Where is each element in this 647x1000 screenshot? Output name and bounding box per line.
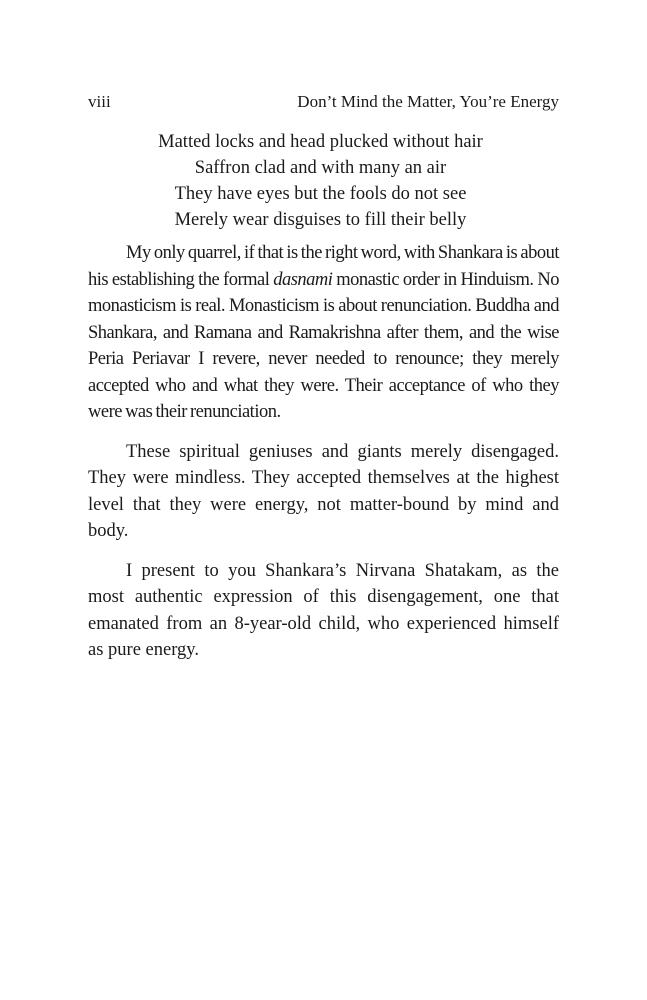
verse-line: Saffron clad and with many an air xyxy=(194,158,447,178)
verse-stanza xyxy=(88,129,559,233)
running-header xyxy=(88,90,559,114)
verse-line: Merely wear disguises to fill their belly xyxy=(174,210,467,230)
emphasized-term: dasnami xyxy=(273,269,333,290)
paragraph-text: monastic order in Hinduism. No monasticism is real. Monasticism is about renunciation. Buddha and Shankara, and Ramana and Ramakrishna after them, and the wise Peria Periavar I revere, never needed to renounce; they merely accepted who and what they were. Their acceptance of who they were was their renunciation. xyxy=(88,269,559,422)
paragraph-text: My only quarrel, if that is the right word, with Shankara is about his establishing the formal xyxy=(88,243,559,290)
body-text xyxy=(88,240,559,677)
running-title: Don’t Mind the Matter, You’re Energy xyxy=(297,92,559,111)
paragraph-disengaged: These spiritual geniuses and giants merely disengaged. They were mindless. They accepted themselves at the highest level that they were energy, not matter-bound by mind and body. xyxy=(88,441,559,541)
book-page xyxy=(88,0,559,1000)
paragraph-monasticism xyxy=(88,240,559,426)
paragraph-nirvana-shatakam: I present to you Shankara’s Nirvana Shatakam, as the most authentic expression of this disengagement, one that emanated from an 8-year-old child, who experienced himself as pure energy. xyxy=(88,560,559,660)
page-number: viii xyxy=(88,92,111,111)
verse-line: Matted locks and head plucked without hair xyxy=(158,132,483,152)
verse-line: They have eyes but the fools do not see xyxy=(174,184,467,204)
